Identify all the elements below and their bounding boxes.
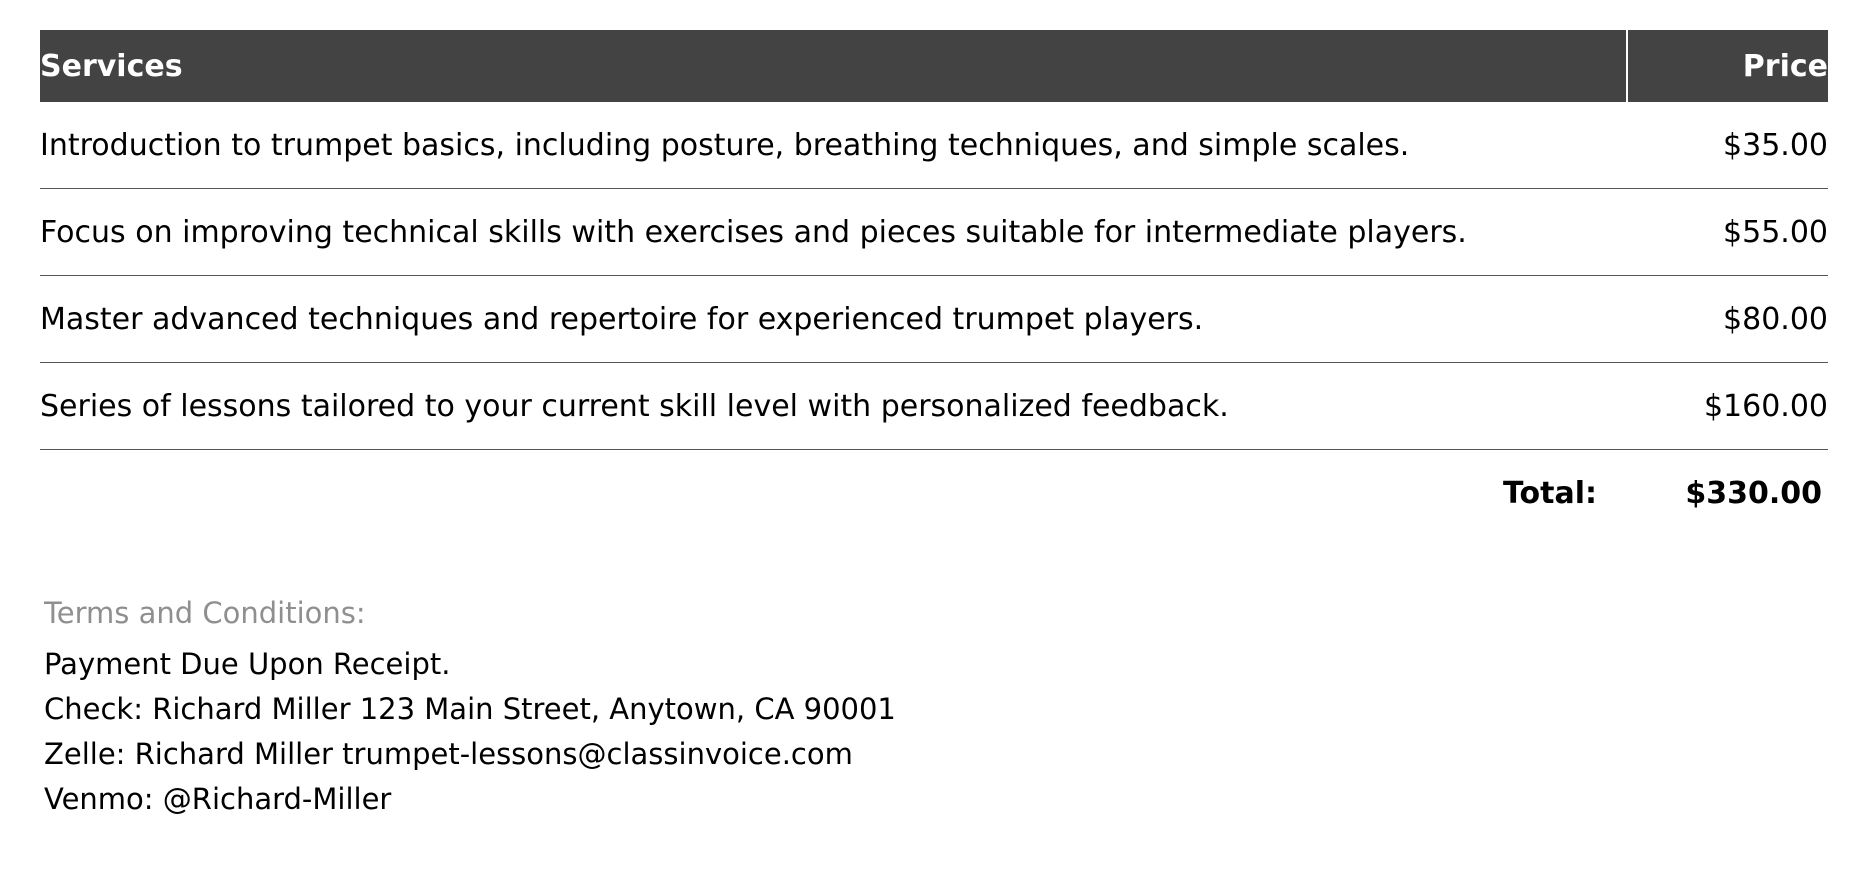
- table-row: [40, 189, 1828, 276]
- table-total-row: [40, 450, 1828, 537]
- terms-line-venmo: Venmo: @Richard-Miller: [44, 781, 392, 816]
- terms-and-conditions-section: [40, 596, 1828, 822]
- terms-line-payment: Payment Due Upon Receipt.: [44, 647, 451, 681]
- service-description: Series of lessons tailored to your current skill level with personalized feedback.: [40, 363, 1627, 450]
- service-price: $80.00: [1627, 276, 1828, 363]
- service-description: Master advanced techniques and repertoire for experienced trumpet players.: [40, 276, 1627, 363]
- table-body: [40, 102, 1828, 536]
- terms-line-zelle: Zelle: Richard Miller trumpet-lessons@classinvoice.com: [44, 736, 853, 771]
- service-description: Introduction to trumpet basics, including posture, breathing techniques, and simple scales.: [40, 102, 1627, 189]
- column-header-price: Price: [1742, 48, 1828, 84]
- total-amount: $330.00: [1685, 475, 1822, 511]
- terms-title: Terms and Conditions:: [44, 596, 366, 630]
- table-row: [40, 276, 1828, 363]
- column-header-services: Services: [40, 30, 1627, 102]
- service-description: Focus on improving technical skills with exercises and pieces suitable for intermediate players.: [40, 189, 1627, 276]
- table-row: [40, 363, 1828, 450]
- table-header: [40, 30, 1828, 102]
- service-price: $35.00: [1627, 102, 1828, 189]
- service-price: $160.00: [1627, 363, 1828, 450]
- services-price-table: [40, 30, 1828, 536]
- table-row: [40, 102, 1828, 189]
- terms-line-check: Check: Richard Miller 123 Main Street, Anytown, CA 90001: [44, 691, 896, 726]
- service-price: $55.00: [1627, 189, 1828, 276]
- table-header-row: [40, 30, 1828, 102]
- total-label: Total:: [1503, 475, 1597, 511]
